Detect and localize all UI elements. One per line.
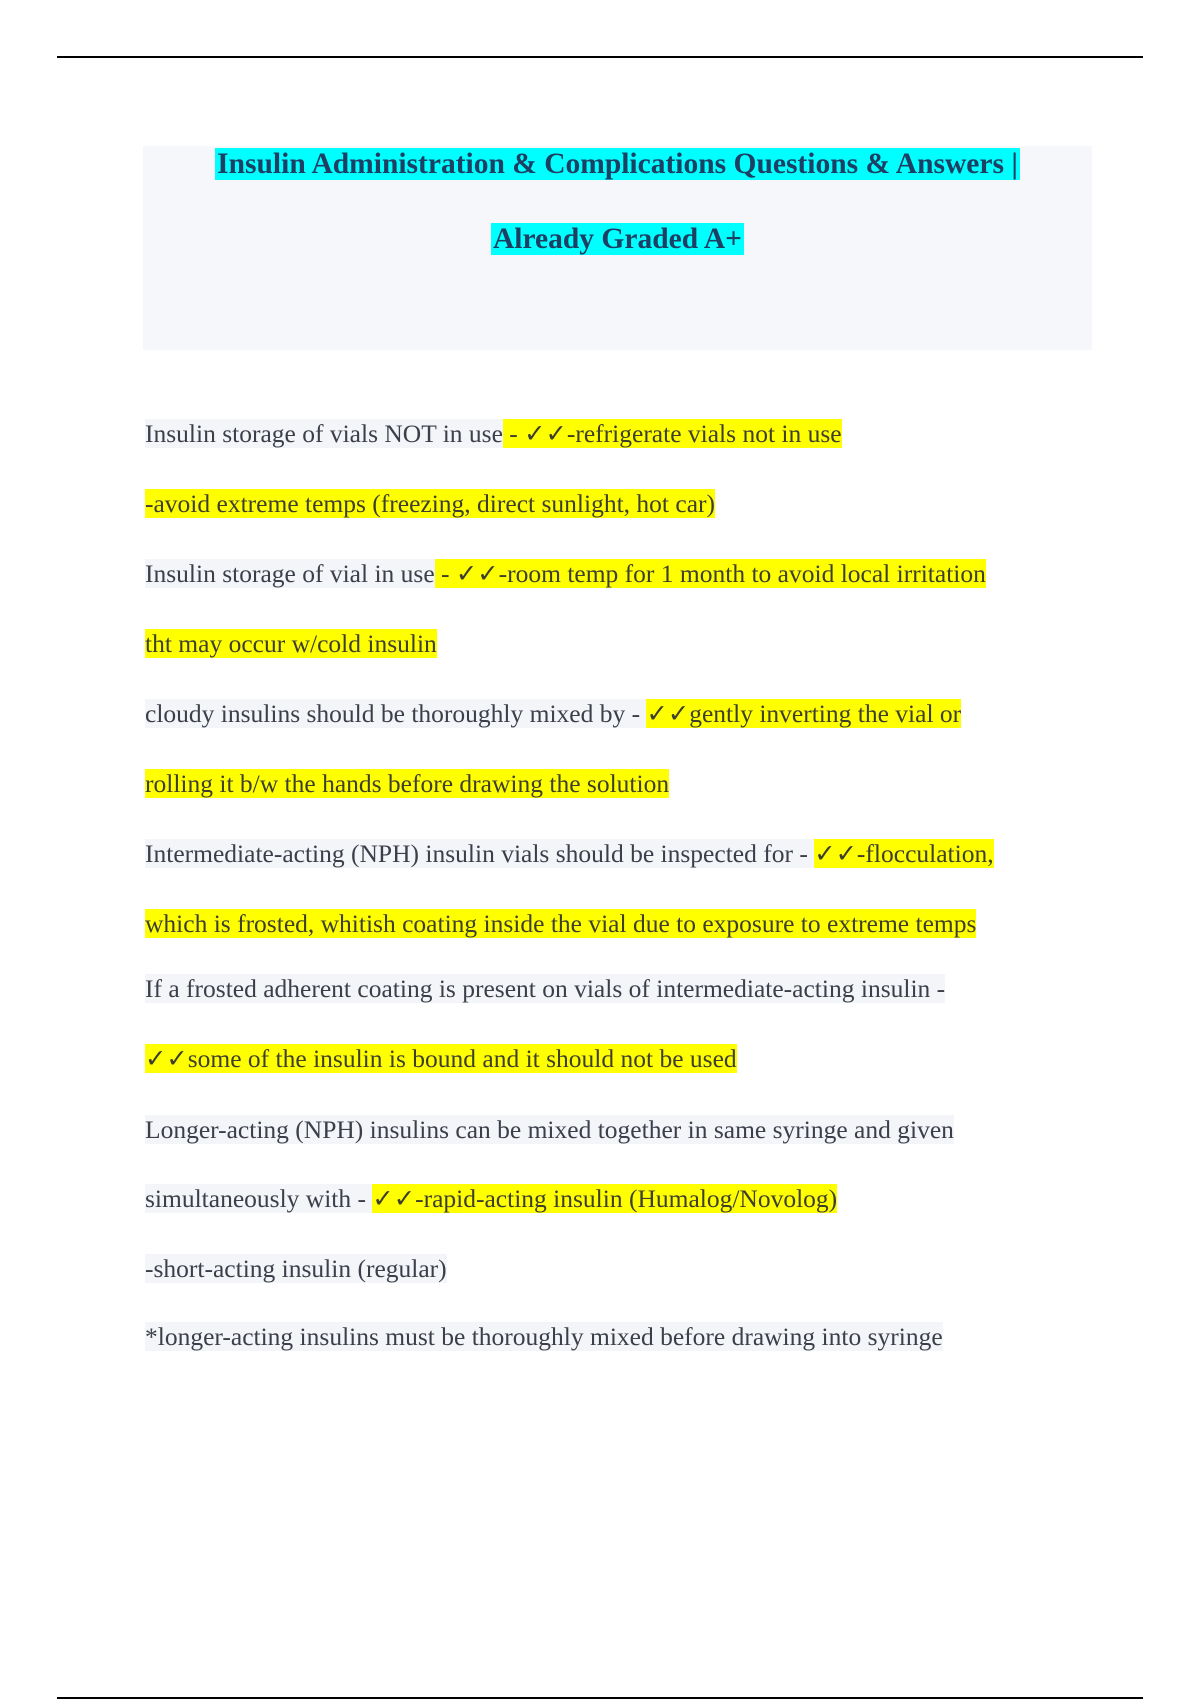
- qa-line: [145, 969, 945, 1009]
- question-text: If a frosted adherent coating is present on vials of intermediate-acting insulin -: [145, 974, 946, 1003]
- question-text: Insulin storage of vials NOT in use: [145, 419, 503, 448]
- answer-text: ✓✓some of the insulin is bound and it should not be used: [145, 1044, 737, 1073]
- question-text: -short-acting insulin (regular): [145, 1254, 447, 1283]
- answer-text: ✓✓-rapid-acting insulin (Humalog/Novolog): [372, 1184, 838, 1213]
- header-rule: [57, 56, 1143, 58]
- title-highlight-1: Insulin Administration & Complications Questions & Answers |: [217, 148, 1018, 180]
- qa-line: [145, 764, 669, 804]
- qa-line: [145, 1249, 447, 1289]
- document-title-line-1: [143, 146, 1092, 182]
- answer-text: - ✓✓-room temp for 1 month to avoid local irritation: [434, 559, 986, 588]
- title-block: [143, 146, 1092, 350]
- answer-text: ✓✓gently inverting the vial or: [646, 699, 962, 728]
- answer-text: rolling it b/w the hands before drawing the solution: [145, 769, 670, 798]
- answer-text: tht may occur w/cold insulin: [145, 629, 437, 658]
- question-text: cloudy insulins should be thoroughly mixed by -: [145, 699, 647, 728]
- qa-line: [145, 694, 961, 734]
- qa-line: [145, 1110, 954, 1150]
- qa-line: [145, 1179, 837, 1219]
- qa-line: [145, 1039, 737, 1079]
- answer-text: ✓✓-flocculation,: [814, 839, 994, 868]
- question-text: simultaneously with -: [145, 1184, 373, 1213]
- qa-line: [145, 904, 976, 944]
- qa-line: [145, 834, 994, 874]
- answer-text: - ✓✓-refrigerate vials not in use: [502, 419, 842, 448]
- qa-line: [145, 484, 715, 524]
- footer-rule: [57, 1697, 1143, 1699]
- question-text: Insulin storage of vial in use: [145, 559, 435, 588]
- title-highlight-2: Already Graded A+: [493, 223, 742, 255]
- qa-line: [145, 1317, 943, 1357]
- answer-text: -avoid extreme temps (freezing, direct sunlight, hot car): [145, 489, 715, 518]
- qa-line: [145, 414, 842, 454]
- question-text: *longer-acting insulins must be thoroughly mixed before drawing into syringe: [145, 1322, 943, 1351]
- question-text: Intermediate-acting (NPH) insulin vials should be inspected for -: [145, 839, 815, 868]
- question-text: Longer-acting (NPH) insulins can be mixed together in same syringe and given: [145, 1115, 954, 1144]
- qa-line: [145, 624, 437, 664]
- answer-text: which is frosted, whitish coating inside the vial due to exposure to extreme temps: [145, 909, 977, 938]
- qa-line: [145, 554, 986, 594]
- document-title-line-2: [143, 221, 1092, 257]
